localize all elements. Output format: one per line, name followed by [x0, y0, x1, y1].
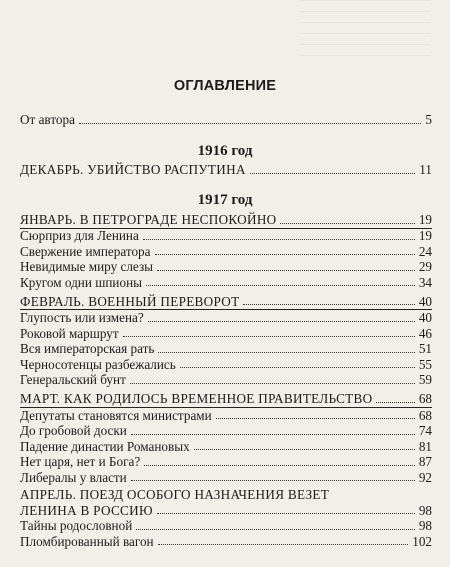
toc-entry-section[interactable]	[20, 275, 432, 291]
entry-label: ДЕКАБРЬ. УБИЙСТВО РАСПУТИНА	[20, 162, 246, 178]
entry-page: 11	[419, 162, 432, 178]
entry-label: Депутаты становятся министрами	[20, 407, 212, 423]
dot-leader	[216, 418, 415, 419]
entry-label: Глупость или измена?	[20, 310, 144, 326]
dot-leader	[123, 336, 415, 337]
dot-leader	[136, 529, 415, 530]
toc-entry-section[interactable]	[20, 470, 432, 486]
entry-page: 68	[418, 407, 432, 423]
toc-entry-section[interactable]	[20, 454, 432, 470]
entry-page: 5	[425, 112, 432, 128]
toc-heading: ОГЛАВЛЕНИЕ	[173, 78, 277, 94]
entry-label: Либералы у власти	[20, 469, 127, 485]
entry-page: 46	[418, 325, 432, 341]
toc-entry-section[interactable]	[20, 310, 432, 326]
dot-leader	[146, 285, 415, 286]
dot-leader	[180, 367, 415, 368]
entry-label: Свержение императора	[20, 243, 151, 259]
dot-leader	[143, 239, 415, 240]
toc-entry-section[interactable]	[20, 341, 432, 357]
toc-entry-section[interactable]	[20, 357, 432, 373]
entry-label: Невидимые миру слезы	[20, 259, 154, 275]
entry-page: 87	[418, 454, 432, 470]
dot-leader	[148, 321, 415, 322]
year-heading-1917: 1917 год	[197, 192, 253, 209]
entry-page: 40	[418, 310, 432, 326]
entry-label: Тайны родословной	[20, 518, 133, 534]
dot-leader	[131, 434, 415, 435]
entry-label: ЛЕНИНА В РОССИЮ	[20, 502, 153, 518]
entry-label: ЯНВАРЬ. В ПЕТРОГРАДЕ НЕСПОКОЙНО	[20, 212, 277, 228]
entry-page: 40	[418, 293, 432, 309]
entry-page: 102	[412, 533, 432, 549]
toc-entry-chapter-cont[interactable]	[20, 503, 432, 519]
dot-leader	[376, 402, 414, 403]
entry-label: Сюрприз для Ленина	[20, 228, 139, 244]
entry-page: 81	[418, 438, 432, 454]
entry-label: Черносотенцы разбежались	[20, 356, 176, 372]
toc-entry-section[interactable]	[20, 326, 432, 342]
entry-page: 92	[418, 469, 432, 485]
dot-leader	[155, 254, 415, 255]
dot-leader	[158, 352, 414, 353]
toc-entry-section[interactable]	[20, 259, 432, 275]
toc-entry-intro[interactable]	[20, 112, 432, 128]
entry-label: Падение династии Романовых	[20, 438, 190, 454]
toc-entry-section[interactable]	[20, 423, 432, 439]
toc-entry-chapter[interactable]	[20, 212, 432, 228]
bleed-through-text	[300, 0, 430, 60]
entry-page: 74	[418, 423, 432, 439]
dot-leader	[130, 383, 415, 384]
dot-leader	[157, 270, 415, 271]
entry-page: 59	[418, 372, 432, 388]
entry-label: Генеральский бунт	[20, 372, 126, 388]
entry-page: 51	[418, 341, 432, 357]
entry-page: 68	[418, 391, 432, 407]
toc-entry-section[interactable]	[20, 408, 432, 424]
toc-entry-chapter[interactable]	[20, 391, 432, 407]
entry-label: АПРЕЛЬ. ПОЕЗД ОСОБОГО НАЗНАЧЕНИЯ ВЕЗЕТ	[20, 487, 330, 503]
toc-entry-chapter[interactable]	[20, 162, 432, 178]
entry-label: МАРТ. КАК РОДИЛОСЬ ВРЕМЕННОЕ ПРАВИТЕЛЬСТВО	[20, 391, 373, 407]
entry-page: 34	[418, 274, 432, 290]
toc-entry-section[interactable]	[20, 534, 432, 550]
dot-leader	[79, 123, 421, 124]
toc-entry-section[interactable]	[20, 439, 432, 455]
entry-label: До гробовой доски	[20, 423, 127, 439]
entry-label: От автора	[20, 112, 75, 128]
dot-leader	[131, 480, 415, 481]
entry-label: Роковой маршрут	[20, 325, 119, 341]
year-heading-1916: 1916 год	[197, 143, 253, 160]
dot-leader	[194, 449, 415, 450]
dot-leader	[250, 173, 416, 174]
entry-page: 24	[418, 243, 432, 259]
dot-leader	[243, 304, 414, 305]
dot-leader	[157, 513, 415, 514]
entry-label: ФЕВРАЛЬ. ВОЕННЫЙ ПЕРЕВОРОТ	[20, 293, 240, 309]
toc-entry-chapter[interactable]	[20, 487, 432, 503]
entry-label: Пломбированный вагон	[20, 533, 154, 549]
entry-page: 19	[418, 228, 432, 244]
toc-entry-section[interactable]	[20, 228, 432, 244]
dot-leader	[158, 544, 409, 545]
toc-entry-chapter[interactable]	[20, 294, 432, 310]
toc-entry-section[interactable]	[20, 244, 432, 260]
entry-page: 29	[418, 259, 432, 275]
entry-page: 98	[418, 518, 432, 534]
toc-entry-section[interactable]	[20, 518, 432, 534]
entry-label: Вся императорская рать	[20, 341, 155, 357]
entry-label: Нет царя, нет и Бога?	[20, 454, 141, 470]
entry-page: 19	[418, 212, 432, 228]
toc-entry-section[interactable]	[20, 372, 432, 388]
entry-page: 98	[418, 502, 432, 518]
entry-page: 55	[418, 356, 432, 372]
entry-label: Кругом одни шпионы	[20, 274, 142, 290]
dot-leader	[144, 465, 415, 466]
dot-leader	[280, 223, 414, 224]
